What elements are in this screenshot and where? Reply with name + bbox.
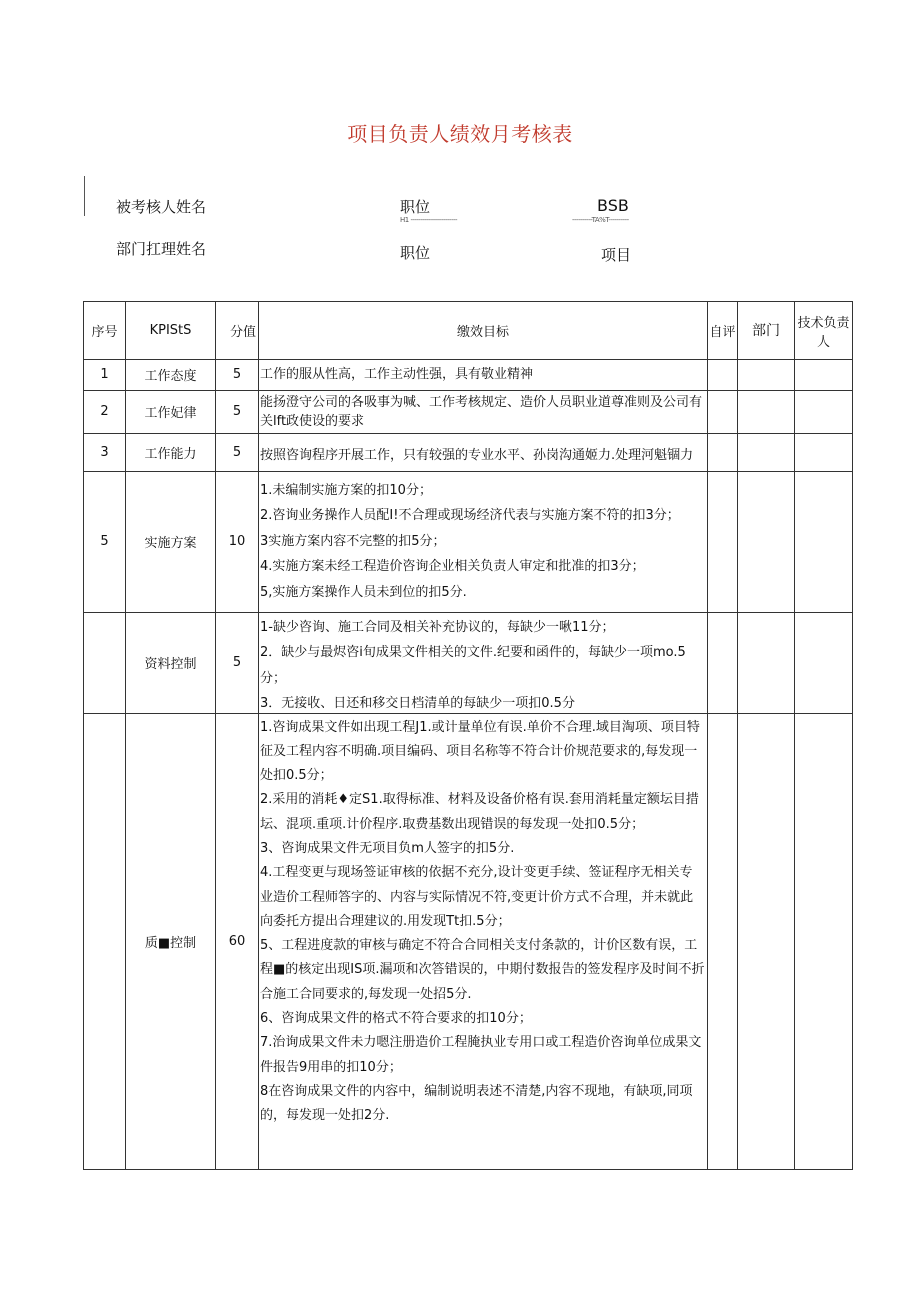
dept-eval-cell[interactable] <box>738 360 795 391</box>
row-kpi: 实施方案 <box>126 471 216 612</box>
row-kpi: 工作态度 <box>126 360 216 391</box>
tech-eval-cell[interactable] <box>795 390 853 433</box>
goal-line: 6、咨询成果文件的格式不符合要求的扣10分； <box>260 1011 532 1027</box>
dept-eval-cell[interactable] <box>738 612 795 713</box>
row-goal <box>259 433 708 471</box>
dept-eval-cell[interactable] <box>738 713 795 1169</box>
row-seq: 5 <box>84 471 126 612</box>
position-label-2: 职位 <box>400 244 431 262</box>
goal-line: 5、工程进度款的审核与确定不符合合同相关支付条款的，计价区数有误，工程■的核定出现IS项.漏项和次答错误的，中期付数报告的签发程序及时间不折合施工合同要求的,每发现一处招5分. <box>260 938 705 1002</box>
row-kpi: 资料控制 <box>126 612 216 713</box>
dept-eval-cell[interactable] <box>738 433 795 471</box>
header-goal: 缴效目标 <box>259 302 708 360</box>
header-self-eval: 自评 <box>708 302 738 360</box>
kpi-table <box>83 301 853 1170</box>
goal-line: 2.采用的消耗♦定S1.取得标准、材料及设备价格有误.套用消耗量定额坛目措坛、混项.重项.计价程序.取费基数出现错误的每发现一处扣0.5分； <box>260 792 699 832</box>
tech-eval-cell[interactable] <box>795 360 853 391</box>
goal-line: 3、咨询成果文件无项目负m人签字的扣5分. <box>260 840 515 856</box>
row-goal <box>259 713 708 1169</box>
goal-line: 2．缺少与最烬咨i旬成果文件相关的文件.纪要和函件的，每缺少一项mo.5分； <box>260 645 686 686</box>
table-row <box>84 713 853 1169</box>
dept-manager-name-label: 部门扛理姓名 <box>116 240 207 258</box>
position-underline: H1 ----------------------- <box>400 216 458 224</box>
row-score: 5 <box>216 612 259 713</box>
goal-line: 按照咨询程序开展工作，只有较强的专业水平、孙岗沟通姬力.处理河魁锢力 <box>260 448 694 463</box>
table-row <box>84 433 853 471</box>
row-goal <box>259 612 708 713</box>
department-underline: ----------TA%T---------- <box>572 216 629 224</box>
row-goal <box>259 471 708 612</box>
tech-eval-cell[interactable] <box>795 713 853 1169</box>
header-kpi: KPIStS <box>126 302 216 360</box>
tech-eval-cell[interactable] <box>795 433 853 471</box>
goal-line: 1-缺少咨询、施工合同及相关补充协议的，每缺少一啾11分； <box>260 619 615 635</box>
table-row <box>84 390 853 433</box>
row-seq: 2 <box>84 390 126 433</box>
goal-line: 8在咨询成果文件的内容中，编制说明表述不清楚,内容不现地，有缺项,同项的，每发现一处扣2分. <box>260 1083 693 1124</box>
row-score: 5 <box>216 433 259 471</box>
goal-line: 7.治询成果文件未力嗯注册造价工程腌执业专用口或工程造价咨询单位成果文件报告9用串的扣10分； <box>260 1035 702 1075</box>
header-department: 部门 <box>738 302 795 360</box>
row-seq <box>84 612 126 713</box>
goal-line: 4.实施方案未经工程造价咨询企业相关负责人审定和批准的扣3分； <box>260 559 645 575</box>
position-label: 职位 <box>400 198 431 216</box>
header-score: 分值 <box>216 302 259 360</box>
row-kpi: 工作能力 <box>126 433 216 471</box>
goal-line: 能扬澄守公司的各吸事为喊、工作考核规定、造价人员职业道尊准则及公司有关lft政使设的要求 <box>260 394 703 429</box>
self-eval-cell[interactable] <box>708 471 738 612</box>
dept-eval-cell[interactable] <box>738 471 795 612</box>
row-seq: 1 <box>84 360 126 391</box>
header-tech-lead: 技术负责人 <box>795 302 853 360</box>
header-seq: 序号 <box>84 302 126 360</box>
table-header-row <box>84 302 853 360</box>
goal-line: 4.工程变更与现场签证审核的依据不充分,设计变更手续、签证程序无相关专业造价工程师答字的、内容与实际情况不符,变更计价方式不合理，并未就此向委托方提出合理建议的.用发现Tt扣.5分； <box>260 865 694 929</box>
row-goal <box>259 390 708 433</box>
row-score: 5 <box>216 390 259 433</box>
assessee-name-label: 被考核人姓名 <box>116 198 207 216</box>
row-goal <box>259 360 708 391</box>
self-eval-cell[interactable] <box>708 390 738 433</box>
row-score: 5 <box>216 360 259 391</box>
table-row <box>84 360 853 391</box>
row-kpi: 工作妃律 <box>126 390 216 433</box>
project-label: 项目 <box>601 246 632 264</box>
row-seq: 3 <box>84 433 126 471</box>
page-title: 项目负责人绩效月考核表 <box>347 122 573 146</box>
table-row <box>84 612 853 713</box>
self-eval-cell[interactable] <box>708 360 738 391</box>
self-eval-cell[interactable] <box>708 433 738 471</box>
row-kpi: 质■控制 <box>126 713 216 1169</box>
row-score: 60 <box>216 713 259 1169</box>
table-row <box>84 471 853 612</box>
goal-line: 3．无接收、日还和移交日档清单的每缺少一项扣0.5分 <box>260 696 575 711</box>
department-code: BSB <box>597 196 629 215</box>
row-seq <box>84 713 126 1169</box>
goal-clip-box <box>260 615 705 711</box>
goal-line: 1.咨询成果文件如出现工程J1.或计量单位有误.单价不合理.域目淘项、项目特征及工程内容不明确.项目编码、项目名称等不符合计价规范要求的,每发现一处扣0.5分； <box>260 719 700 784</box>
margin-bar <box>84 176 85 216</box>
dept-eval-cell[interactable] <box>738 390 795 433</box>
goal-line: 3实施方案内容不完整的扣5分； <box>260 533 446 549</box>
goal-line: 2.咨询业务操作人员配I!不合理或现场经济代表与实施方案不符的扣3分； <box>260 508 680 524</box>
tech-eval-cell[interactable] <box>795 471 853 612</box>
goal-line: 工作的服从性高，工作主动性强，具有敬业精神 <box>260 367 534 382</box>
tech-eval-cell[interactable] <box>795 612 853 713</box>
goal-line: 1.未编制实施方案的扣10分； <box>260 482 432 498</box>
goal-line: 5,实施方案操作人员未到位的扣5分. <box>260 584 467 600</box>
self-eval-cell[interactable] <box>708 612 738 713</box>
row-score: 10 <box>216 471 259 612</box>
self-eval-cell[interactable] <box>708 713 738 1169</box>
